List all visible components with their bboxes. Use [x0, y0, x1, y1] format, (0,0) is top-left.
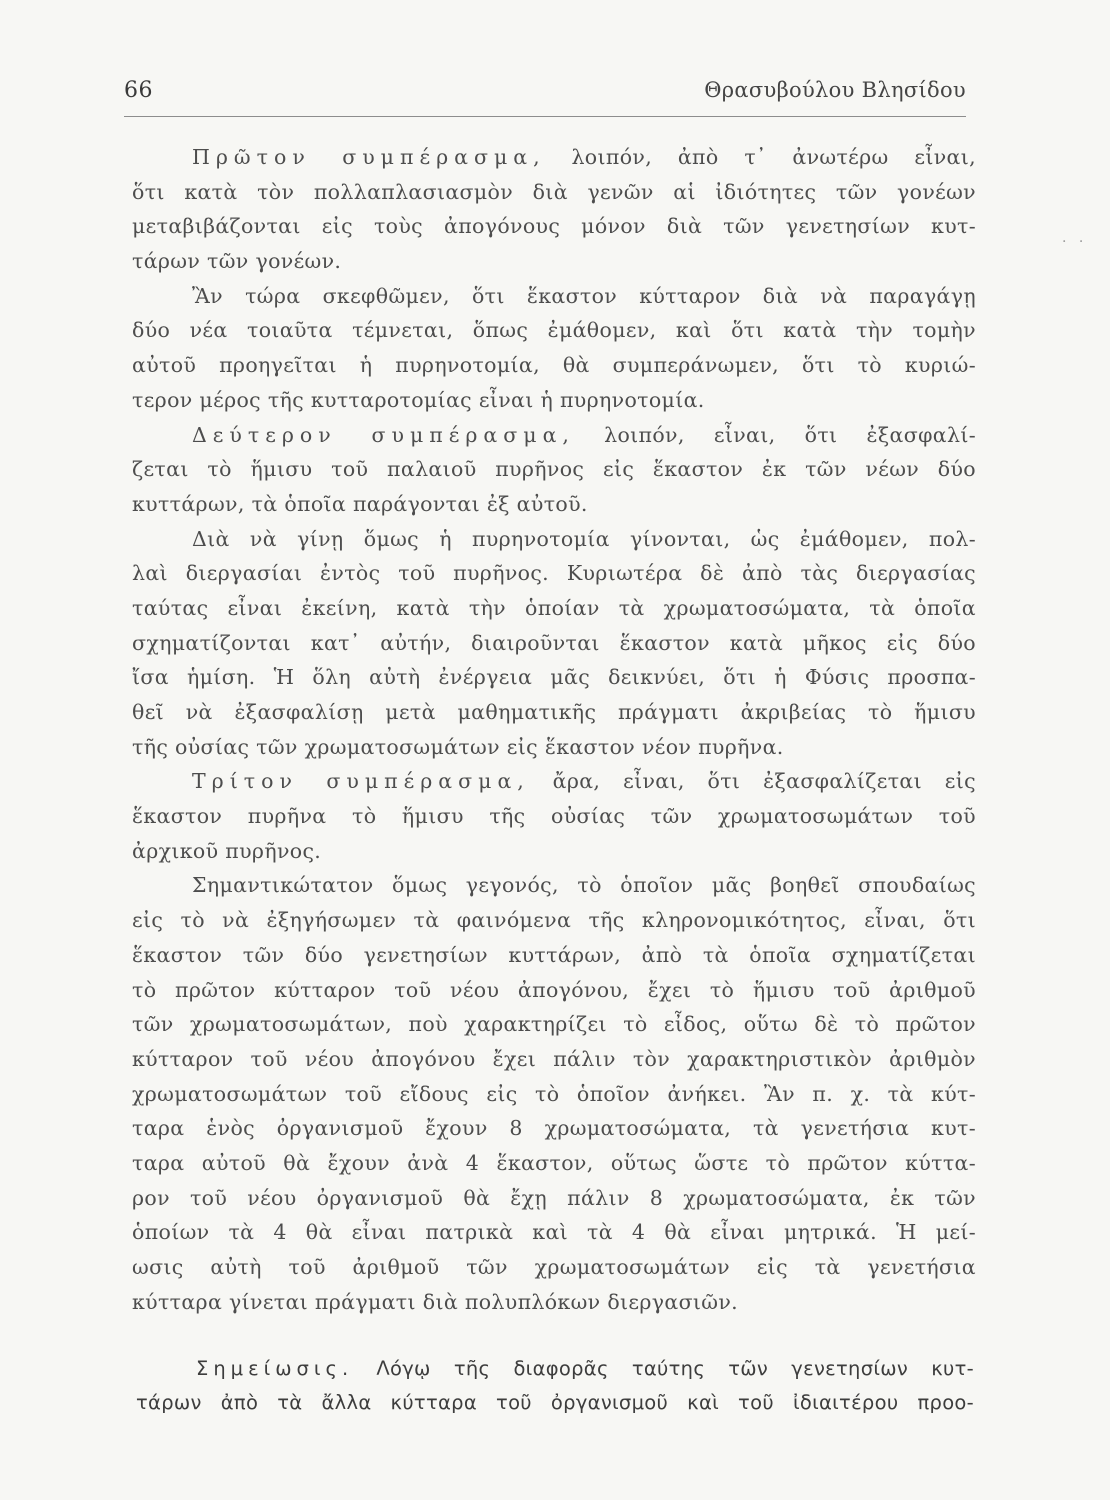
emphasis-lead: Τρίτον συμπέρασμα,	[192, 769, 530, 794]
text-line: ὅτι κατὰ τὸν πολλαπλασιασμὸν διὰ γενῶν αἱ ἰδιότητες τῶν γονέων	[132, 179, 976, 204]
text-line: δύο νέα τοιαῦτα τέμνεται, ὅπως ἐμάθομεν, καὶ ὅτι κατὰ τὴν τομὴν	[132, 318, 976, 343]
text-line: Δεύτερον συμπέρασμα, λοιπόν, εἶναι, ὅτι ἐξασφαλί-	[192, 422, 976, 447]
note-line: τάρων ἀπὸ τὰ ἄλλα κύτταρα τοῦ ὀργανισμοῦ καὶ τοῦ ἰδιαιτέρου προο-	[136, 1391, 974, 1414]
text-line: Ἂν τώρα σκεφθῶμεν, ὅτι ἕκαστον κύτταρον διὰ νὰ παραγάγῃ	[192, 283, 976, 308]
text-line: ἕκαστον τῶν δύο γενετησίων κυττάρων, ἀπὸ τὰ ὁποῖα σχηματίζεται	[132, 942, 976, 967]
text-line: μεταβιβάζονται εἰς τοὺς ἀπογόνους μόνον διὰ τῶν γενετησίων κυτ-	[132, 214, 976, 239]
text-line: ἴσα ἡμίση. Ἡ ὅλη αὐτὴ ἐνέργεια μᾶς δεικνύει, ὅτι ἡ Φύσις προσπα-	[132, 665, 976, 690]
text-line: ἀρχικοῦ πυρῆνος.	[132, 838, 322, 863]
emphasis-lead: Δεύτερον συμπέρασμα,	[192, 422, 575, 447]
text-line: ἕκαστον πυρῆνα τὸ ἥμισυ τῆς οὐσίας τῶν χρωματοσωμάτων τοῦ	[132, 804, 976, 829]
text-line: Σημαντικώτατον ὅμως γεγονός, τὸ ὁποῖον μᾶς βοηθεῖ σπουδαίως	[192, 873, 976, 898]
text-line: Πρῶτον συμπέρασμα, λοιπόν, ἀπὸ τ᾽ ἀνωτέρω εἶναι,	[192, 145, 976, 169]
page-number: 66	[124, 78, 153, 103]
text-line: κύτταρον τοῦ νέου ἀπογόνου ἔχει πάλιν τὸν χαρακτηριστικὸν ἀριθμὸν	[132, 1046, 976, 1071]
margin-mark: · ·	[1062, 234, 1088, 250]
text-line: ωσις αὐτὴ τοῦ ἀριθμοῦ τῶν χρωματοσωμάτων εἰς τὰ γενετήσια	[132, 1255, 976, 1279]
text-line: λαὶ διεργασίαι ἐντὸς τοῦ πυρῆνος. Κυριωτέρα δὲ ἀπὸ τὰς διεργασίας	[132, 561, 976, 586]
text-line: θεῖ νὰ ἐξασφαλίσῃ μετὰ μαθηματικῆς πράγματι ἀκριβείας τὸ ἥμισυ	[132, 700, 976, 724]
text-line: ὁποίων τὰ 4 θὰ εἶναι πατρικὰ καὶ τὰ 4 θὰ εἶναι μητρικά. Ἡ μεί-	[132, 1220, 976, 1245]
emphasis-lead: Πρῶτον συμπέρασμα,	[192, 145, 546, 169]
header-rule	[124, 116, 966, 117]
text-line: ζεται τὸ ἥμισυ τοῦ παλαιοῦ πυρῆνος εἰς ἕκαστον ἐκ τῶν νέων δύο	[132, 457, 976, 482]
text-line: τὸ πρῶτον κύτταρον τοῦ νέου ἀπογόνου, ἔχει τὸ ἥμισυ τοῦ ἀριθμοῦ	[132, 977, 976, 1002]
text-line: ταρα ἑνὸς ὀργανισμοῦ ἔχουν 8 χρωματοσώματα, τὰ γενετήσια κυτ-	[132, 1116, 976, 1141]
text-line: ταύτας εἶναι ἐκείνη, κατὰ τὴν ὁποίαν τὰ χρωματοσώματα, τὰ ὁποῖα	[132, 595, 976, 620]
text-line: σχηματίζονται κατ᾽ αὐτήν, διαιροῦνται ἕκαστον κατὰ μῆκος εἰς δύο	[132, 630, 976, 655]
running-head: Θρασυβούλου Βλησίδου	[704, 78, 966, 102]
text-line: Τρίτον συμπέρασμα, ἄρα, εἶναι, ὅτι ἐξασφαλίζεται εἰς	[192, 769, 976, 794]
text-line: ρον τοῦ νέου ὀργανισμοῦ θὰ ἔχῃ πάλιν 8 χρωματοσώματα, ἐκ τῶν	[132, 1185, 976, 1210]
text-line: εἰς τὸ νὰ ἐξηγήσωμεν τὰ φαινόμενα τῆς κληρονομικότητος, εἶναι, ὅτι	[132, 908, 976, 933]
text-line: τάρων τῶν γονέων.	[132, 249, 342, 274]
text-line: τῶν χρωματοσωμάτων, ποὺ χαρακτηρίζει τὸ εἶδος, οὕτω δὲ τὸ πρῶτον	[132, 1012, 976, 1037]
text-line: τερον μέρος τῆς κυτταροτομίας εἶναι ἡ πυρηνοτομία.	[132, 387, 705, 412]
text-line: τῆς οὐσίας τῶν χρωματοσωμάτων εἰς ἕκαστον νέον πυρῆνα.	[132, 734, 784, 759]
text-line: αὐτοῦ προηγεῖται ἡ πυρηνοτομία, θὰ συμπεράνωμεν, ὅτι τὸ κυριώ-	[132, 353, 976, 378]
footnote	[136, 1352, 974, 1420]
text-line: χρωματοσωμάτων τοῦ εἴδους εἰς τὸ ὁποῖον ἀνήκει. Ἂν π. χ. τὰ κύτ-	[132, 1081, 976, 1106]
note-label: Σημείωσις.	[196, 1357, 354, 1380]
text-line: κύτταρα γίνεται πράγματι διὰ πολυπλόκων διεργασιῶν.	[132, 1289, 739, 1314]
note-line: Σημείωσις. Λόγῳ τῆς διαφορᾶς ταύτης τῶν γενετησίων κυτ-	[196, 1357, 974, 1380]
text-line: ταρα αὐτοῦ θὰ ἔχουν ἀνὰ 4 ἕκαστον, οὕτως ὥστε τὸ πρῶτον κύττα-	[132, 1150, 976, 1175]
text-line: κυττάρων, τὰ ὁποῖα παράγονται ἐξ αὐτοῦ.	[132, 491, 588, 516]
text-line: Διὰ νὰ γίνῃ ὅμως ἡ πυρηνοτομία γίνονται, ὡς ἐμάθομεν, πολ-	[192, 526, 976, 551]
page-header	[124, 72, 966, 112]
body-text	[132, 140, 976, 1319]
